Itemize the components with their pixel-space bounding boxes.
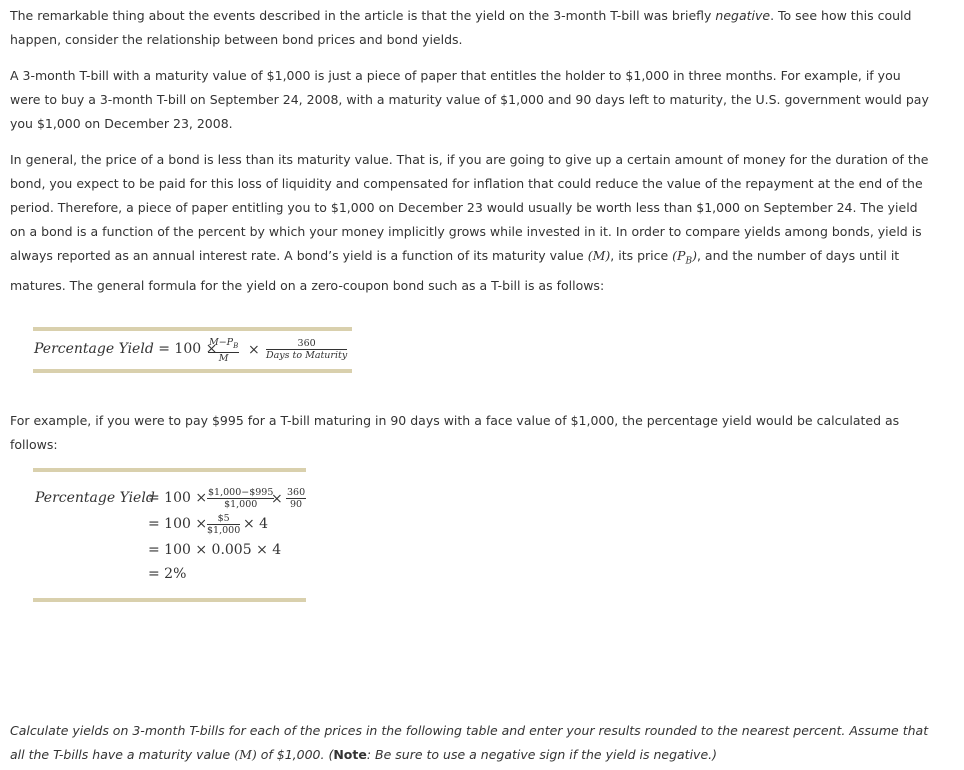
emphasis-negative: negative bbox=[715, 8, 771, 23]
formula-eq: = 100 × bbox=[158, 341, 218, 357]
example-row4: = 2% bbox=[148, 566, 187, 582]
example-row2-times: × 4 bbox=[243, 516, 269, 532]
formula-fraction-price: $\frac{M-P_B}{M}$ bbox=[209, 337, 239, 364]
instruction-paragraph: Calculate yields on 3-month T-bills for each of the prices in the following table and enter your results rounded to the nearest percent. Assume that all the T-bills have a maturity value (M) of $1,000. (Note: Be sure to use a negative sign if the yield is negative.) bbox=[10, 723, 929, 762]
formula-top-rule bbox=[33, 327, 352, 331]
example-paragraph: For example, if you were to pay $995 for a T-bill maturing in 90 days with a face value of $1,000, the percentage yield would be calculated as follows: bbox=[10, 413, 900, 452]
example-lhs: Percentage Yield bbox=[35, 490, 155, 506]
example-row1-fraction: $\frac{\$1,000-\$995}{\$1,000}$ bbox=[208, 487, 274, 510]
tbill-explanation-paragraph: A 3-month T-bill with a maturity value of $1,000 is just a piece of paper that entitles the holder to $1,000 in three months. For example, if you were to buy a 3-month T-bill on September 24, 2008, with a maturity value of $1,000 and 90 days left to maturity, the U.S. government would pay you $1,000 on December 23, 2008. bbox=[10, 68, 929, 131]
example-row1-fraction-days: $\frac{360}{90}$ bbox=[287, 487, 306, 510]
note-label: Note bbox=[333, 747, 367, 762]
example-row2-eq: = 100 × bbox=[148, 516, 208, 532]
bond-price-paragraph: In general, the price of a bond is less than its maturity value. That is, if you are going to give up a certain amount of money for the duration of the bond, you expect to be paid for this loss of liquidity and compensated for inflation that could reduce the value of the repayment at the end of the period. Therefore, a piece of paper entitling you to $1,000 on December 23 would usually be worth less than $1,000 on September 24. The yield on a bond is a function of the percent by which your money implicitly grows while invested in it. In order to compare yields among bonds, yield is always reported as an annual interest rate. A bond’s yield is a function of its maturity value (M), its price $(P_B)$, and the number of days until it matures. The general formula for the yield on a zero-coupon bond such as a T-bill is as follows: bbox=[10, 152, 929, 293]
example-row3: = 100 × 0.005 × 4 bbox=[148, 542, 282, 558]
example-row1-eq: = 100 × bbox=[148, 490, 208, 506]
intro-paragraph: The remarkable thing about the events described in the article is that the yield on the 3-month T-bill was briefly negative. To see how this could happen, consider the relationship between bond prices and bond yields. bbox=[10, 8, 912, 47]
example-bottom-rule bbox=[33, 598, 306, 602]
example-top-rule bbox=[33, 468, 306, 472]
formula-fraction-days: 360 Days to Maturity bbox=[266, 338, 348, 361]
maturity-symbol-2: (M) bbox=[234, 747, 257, 762]
example-row2-fraction: $\frac{\$5}{\$1,000}$ bbox=[207, 513, 241, 536]
formula-lhs: Percentage Yield bbox=[34, 341, 154, 357]
maturity-symbol: (M) bbox=[587, 248, 611, 263]
formula-bottom-rule bbox=[33, 369, 352, 373]
price-symbol: $(P_B)$ bbox=[672, 248, 697, 267]
